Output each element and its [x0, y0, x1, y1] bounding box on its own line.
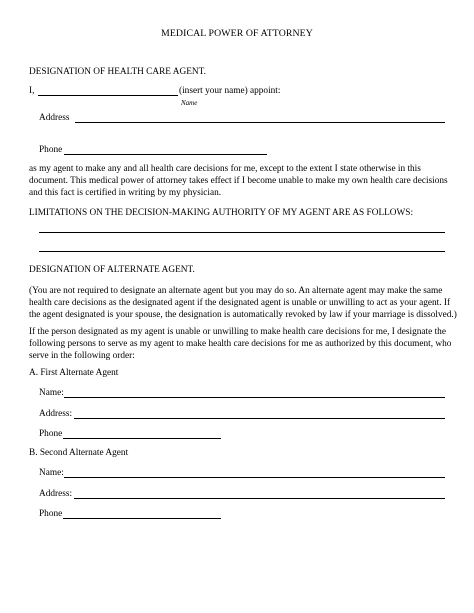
page-title: MEDICAL POWER OF ATTORNEY [161, 28, 313, 39]
first-alternate-address-field[interactable] [74, 418, 445, 419]
agent-phone-label: Phone [39, 145, 63, 155]
limitations-heading: LIMITATIONS ON THE DECISION-MAKING AUTHORITY OF MY AGENT ARE AS FOLLOWS: [29, 208, 414, 218]
agent-address-field[interactable] [75, 122, 445, 123]
appoint-text: (insert your name) appoint: [179, 86, 281, 96]
agent-paragraph-line-2: document. This medical power of attorney takes effect if I become unable to make my own health care decisions [29, 176, 448, 186]
name-caption: Name [181, 99, 198, 107]
agent-address-label: Address [39, 113, 70, 123]
alternate-heading: DESIGNATION OF ALTERNATE AGENT. [29, 265, 195, 275]
alternate-note-line-3: the agent designated is your spouse, the designation is automatically revoked by law if your marriage is dissolved.) [29, 310, 457, 320]
agent-section-heading: DESIGNATION OF HEALTH CARE AGENT. [29, 67, 206, 77]
second-alternate-address-field[interactable] [74, 498, 445, 499]
agent-phone-field[interactable] [64, 154, 267, 155]
second-alternate-address-label: Address: [39, 489, 73, 499]
agent-paragraph-line-1: as my agent to make any and all health care decisions for me, except to the extent I state otherwise in this [29, 164, 421, 174]
alternate-note-line-1: (You are not required to designate an alternate agent but you may do so. An alternate agent may make the same [29, 286, 443, 296]
second-alternate-phone-field[interactable] [63, 518, 221, 519]
principal-name-field[interactable] [38, 95, 178, 96]
second-alternate-heading: B. Second Alternate Agent [29, 448, 129, 458]
i-prefix: I, [29, 86, 35, 96]
first-alternate-name-field[interactable] [64, 397, 445, 398]
limitations-field-2[interactable] [39, 251, 445, 252]
agent-paragraph-line-3: and this fact is certified in writing by my physician. [29, 188, 222, 198]
first-alternate-address-label: Address: [39, 409, 73, 419]
alternate-intro-line-2: following persons to serve as my agent to make health care decisions for me as authorized by this document, who [29, 339, 452, 349]
limitations-field-1[interactable] [39, 232, 445, 233]
alternate-intro-line-3: serve in the following order: [29, 351, 135, 361]
first-alternate-heading: A. First Alternate Agent [29, 368, 119, 378]
second-alternate-name-field[interactable] [64, 477, 445, 478]
first-alternate-phone-label: Phone [39, 429, 63, 439]
first-alternate-name-label: Name: [39, 388, 64, 398]
alternate-note-line-2: health care decisions as the designated agent if the designated agent is unable or unwilling to act as your agent. If [29, 298, 451, 308]
first-alternate-phone-field[interactable] [63, 438, 221, 439]
alternate-intro-line-1: If the person designated as my agent is unable or unwilling to make health care decisions for me, I designate the [29, 327, 446, 337]
second-alternate-name-label: Name: [39, 468, 64, 478]
second-alternate-phone-label: Phone [39, 509, 63, 519]
